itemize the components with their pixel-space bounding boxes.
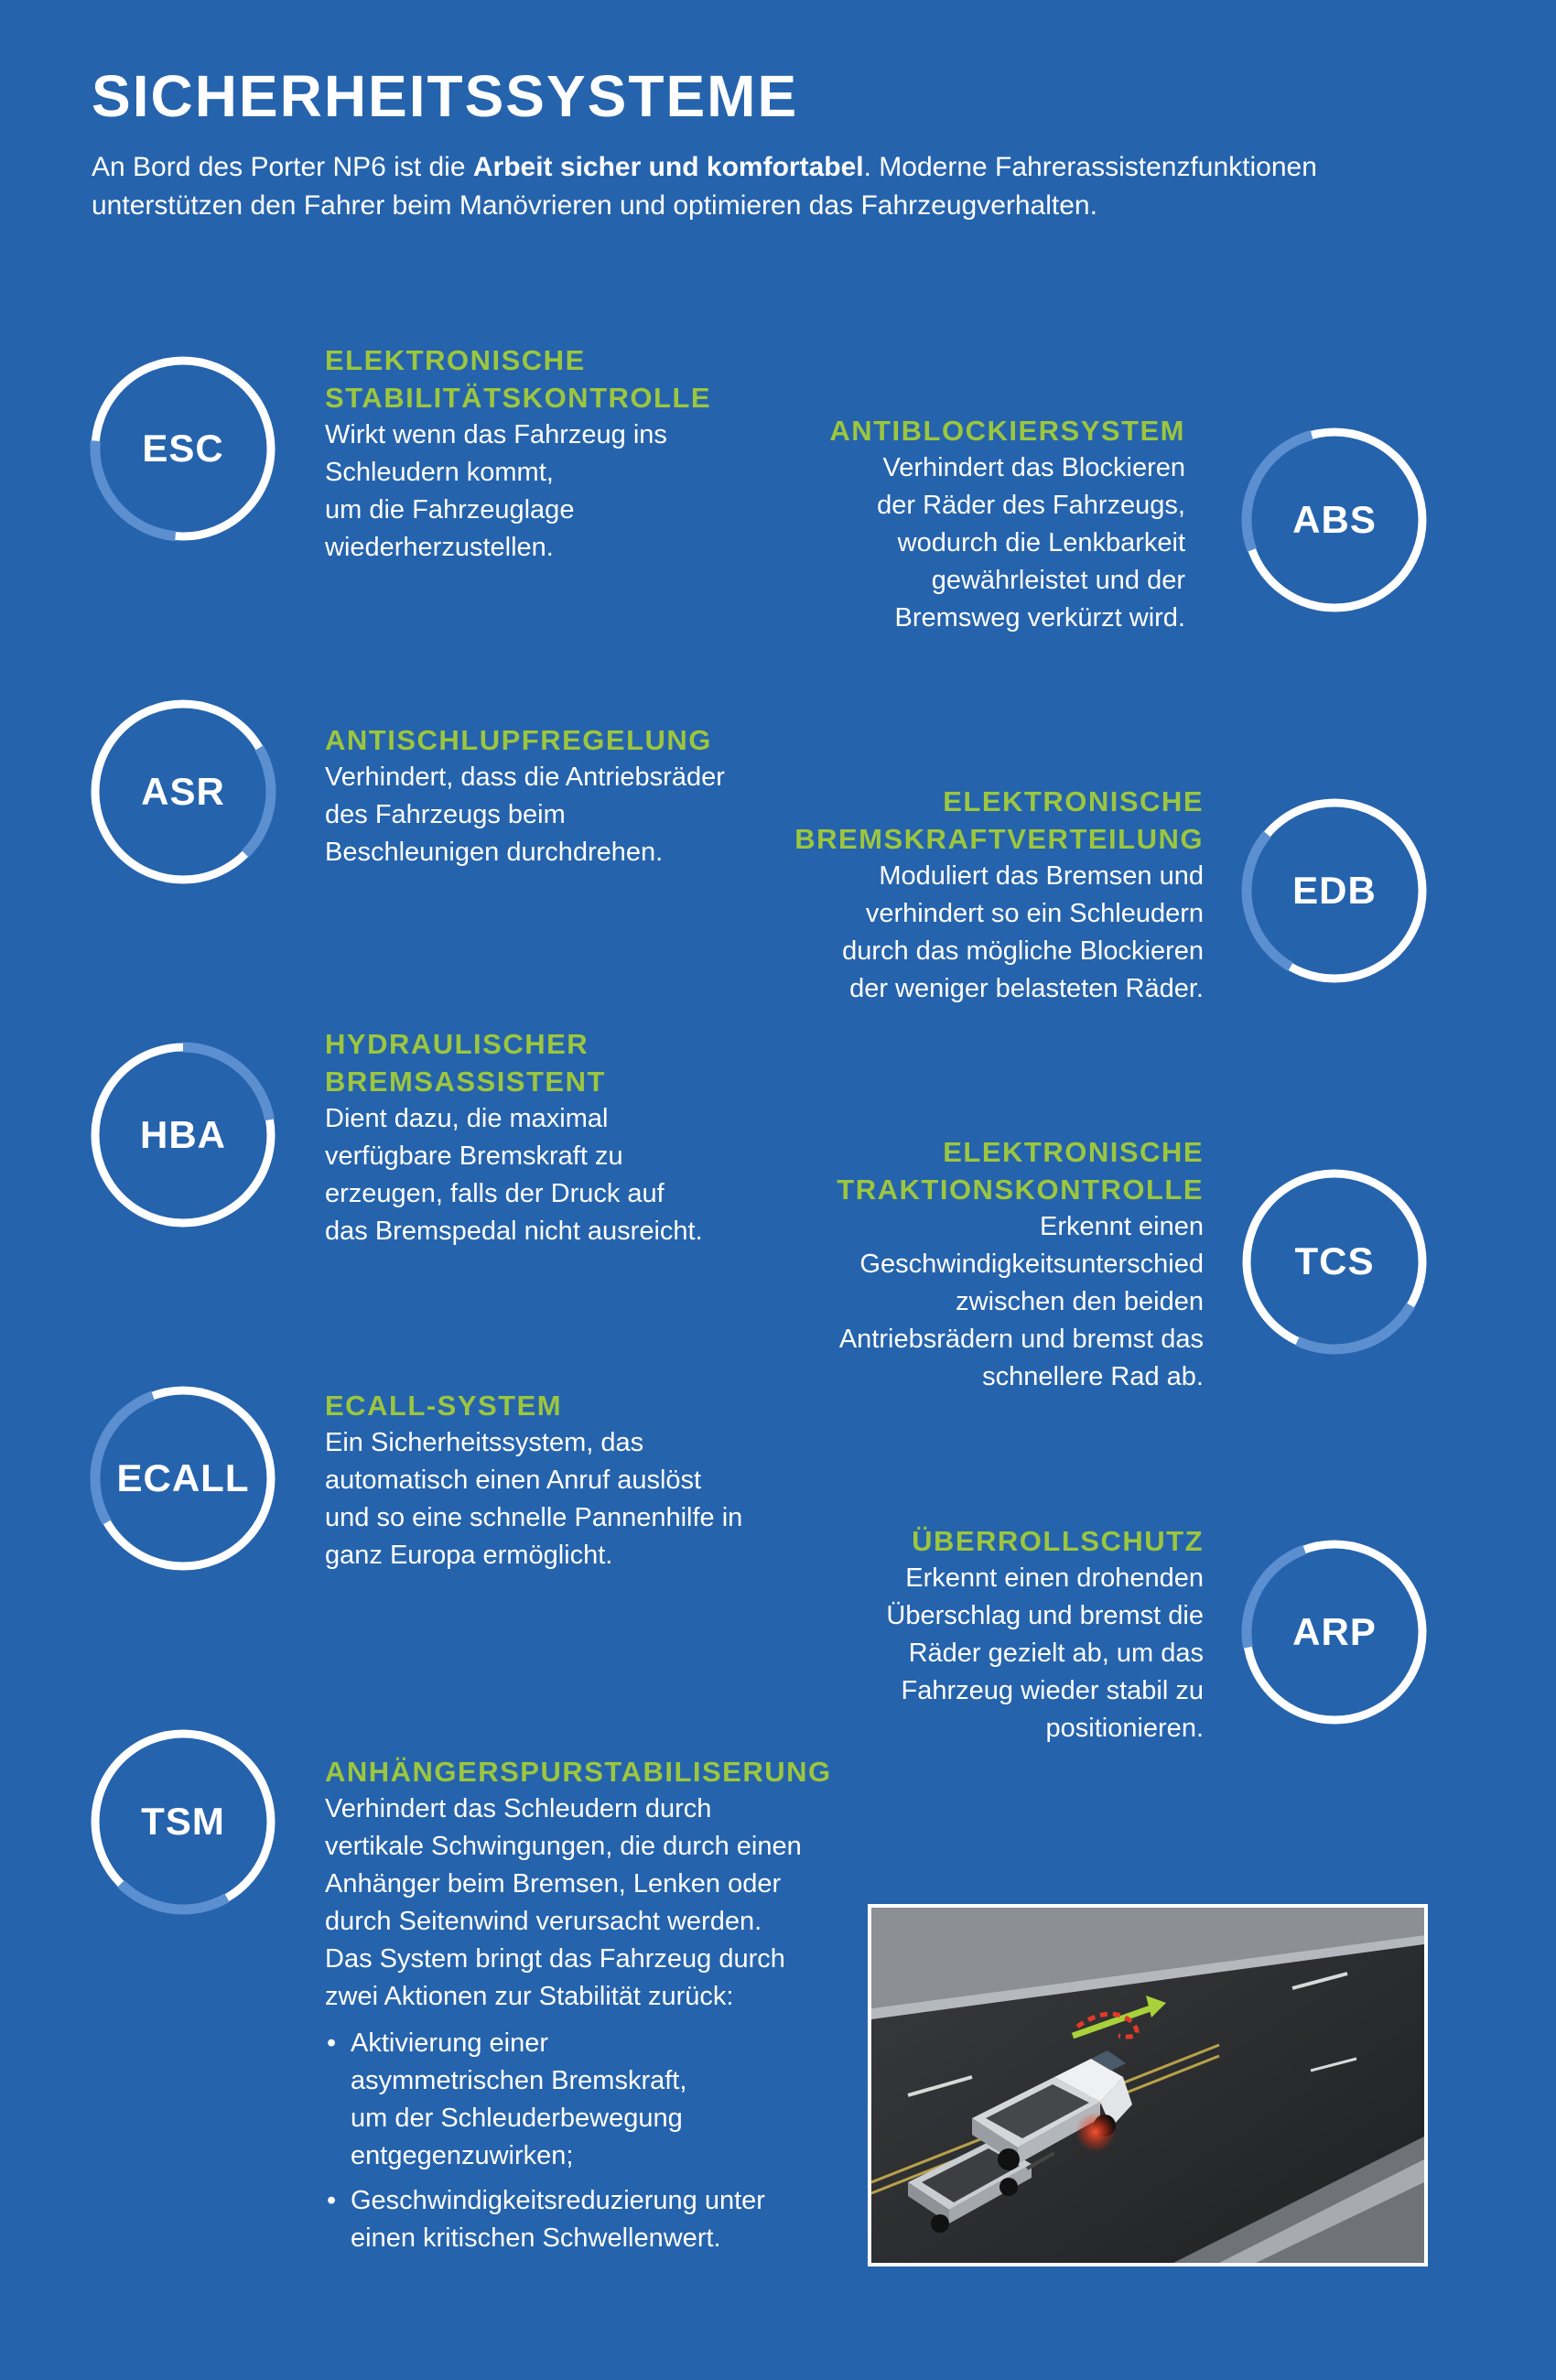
- edb-heading: ELEKTRONISCHE BREMSKRAFTVERTEILUNG: [794, 785, 1204, 855]
- tsm-heading: ANHÄNGERSPURSTABILISERUNG: [325, 1756, 832, 1788]
- page-title: SICHERHEITSSYSTEME: [92, 63, 799, 129]
- asr-abbr: ASR: [141, 770, 225, 813]
- tsm-ring-icon: [87, 1726, 279, 1918]
- asr-description: Verhindert, dass die Antriebsräder des Fahrzeugs beim Beschleunigen durchdrehen.: [325, 763, 725, 867]
- tcs-description: Erkennt einen Geschwindigkeitsunterschied zwischen den beiden Antriebsrädern und bremst das schnellere Rad ab.: [838, 1212, 1204, 1391]
- arp-block: [709, 1522, 1204, 1747]
- truck-trailer-photo: [868, 1904, 1428, 2266]
- ecall-abbr: ECALL: [116, 1456, 250, 1499]
- arp-abbr: ARP: [1292, 1610, 1377, 1653]
- tsm-description: Verhindert das Schleudern durch vertikale Schwingungen, die durch einen Anhänger beim Bremsen, Lenken oder durch Seitenwind verursacht werden. Das System bringt das Fahrzeug durch zwei Aktionen zur Stabilität zurück:: [325, 1794, 802, 2011]
- tsm-block: [325, 1753, 856, 2265]
- intro-text: [92, 148, 1464, 225]
- ecall-heading: ECALL-SYSTEM: [325, 1390, 563, 1422]
- hba-abbr: HBA: [140, 1113, 226, 1156]
- intro-bold: Arbeit sicher und komfortabel: [472, 152, 864, 182]
- ecall-ring-icon: [87, 1382, 279, 1574]
- esc-description: Wirkt wenn das Fahrzeug ins Schleudern kommt, um die Fahrzeuglage wiederherzustellen.: [325, 420, 667, 562]
- intro-before: An Bord des Porter NP6 ist die: [92, 152, 473, 182]
- edb-block: [691, 783, 1204, 1008]
- edb-ring-icon: [1238, 795, 1431, 987]
- arp-ring-icon: [1238, 1536, 1431, 1728]
- abs-block: [728, 412, 1185, 637]
- truck-trailer-illustration: [871, 1908, 1424, 2263]
- asr-ring-icon: [87, 696, 279, 888]
- hba-heading: HYDRAULISCHER BREMSASSISTENT: [325, 1028, 606, 1098]
- esc-ring-icon: [87, 352, 279, 545]
- abs-ring-icon: [1238, 424, 1431, 616]
- tcs-abbr: TCS: [1294, 1239, 1375, 1282]
- esc-abbr: ESC: [142, 427, 224, 470]
- hba-description: Dient dazu, die maximal verfügbare Bremskraft zu erzeugen, falls der Druck auf das Bremspedal nicht ausreicht.: [325, 1104, 703, 1246]
- ecall-description: Ein Sicherheitssystem, das automatisch einen Anruf auslöst und so eine schnelle Pannenhilfe in ganz Europa ermöglicht.: [325, 1428, 743, 1570]
- asr-heading: ANTISCHLUPFREGELUNG: [325, 724, 712, 756]
- abs-abbr: ABS: [1292, 498, 1377, 541]
- intro-after: . Moderne Fahrerassistenzfunktionen unterstützen den Fahrer beim Manövrieren und optimieren das Fahrzeugverhalten.: [92, 152, 1317, 221]
- edb-abbr: EDB: [1292, 869, 1377, 912]
- hba-ring-icon: [87, 1039, 279, 1231]
- tcs-heading: ELEKTRONISCHE TRAKTIONSKONTROLLE: [837, 1136, 1204, 1206]
- abs-heading: ANTIBLOCKIERSYSTEM: [829, 415, 1185, 447]
- tcs-ring-icon: [1238, 1165, 1431, 1358]
- abs-description: Verhindert das Blockieren der Räder des Fahrzeugs, wodurch die Lenkbarkeit gewährleistet und der Bremsweg verkürzt wird.: [877, 453, 1185, 633]
- tcs-block: [691, 1133, 1204, 1396]
- arp-heading: ÜBERROLLSCHUTZ: [912, 1525, 1204, 1557]
- tsm-bullet-list: [325, 2025, 856, 2257]
- esc-heading: ELEKTRONISCHE STABILITÄTSKONTROLLE: [325, 344, 712, 414]
- tsm-bullet-item: • Aktivierung einer asymmetrischen Bremskraft, um der Schleuderbewegung entgegenzuwirken;: [325, 2025, 856, 2175]
- edb-description: Moduliert das Bremsen und verhindert so ein Schleudern durch das mögliche Blockieren der weniger belasteten Räder.: [842, 861, 1204, 1003]
- tsm-abbr: TSM: [141, 1800, 225, 1843]
- arp-description: Erkennt einen drohenden Überschlag und bremst die Räder gezielt ab, um das Fahrzeug wieder stabil zu positionieren.: [886, 1563, 1204, 1743]
- tsm-bullet-item: • Geschwindigkeitsreduzierung unter einen kritischen Schwellenwert.: [325, 2182, 856, 2257]
